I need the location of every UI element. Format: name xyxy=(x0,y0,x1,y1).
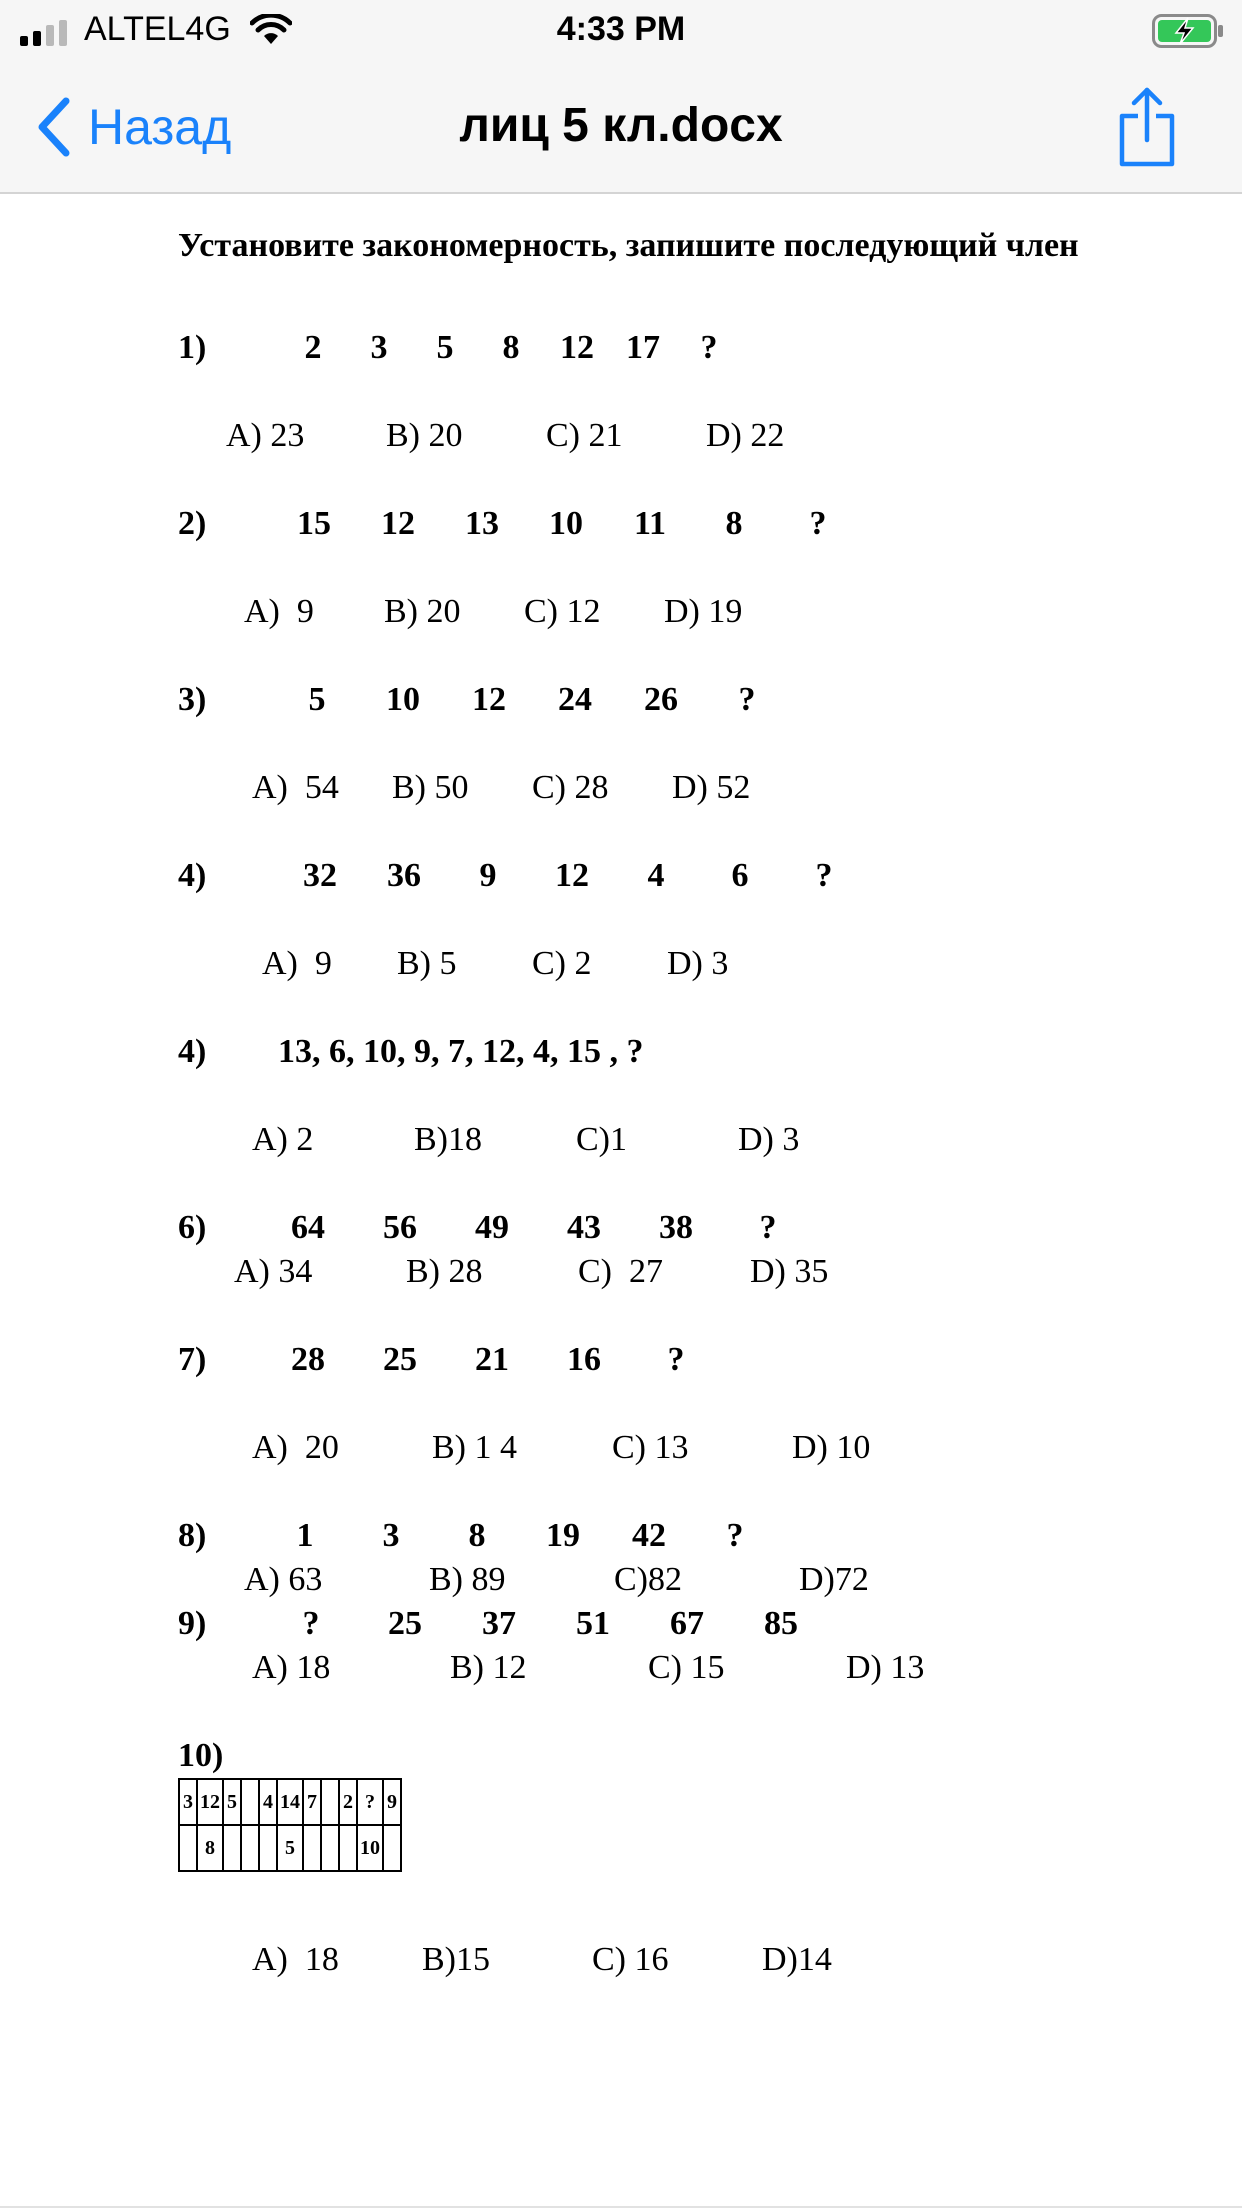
sequence-term: 15 xyxy=(297,505,331,542)
document-title: лиц 5 кл.docx xyxy=(459,99,783,152)
answer-option: C)1 xyxy=(576,1121,627,1158)
question-8 xyxy=(178,1514,1138,1602)
document-body xyxy=(178,224,1138,1982)
sequence-term: 9 xyxy=(479,857,497,894)
question-sequence xyxy=(178,1338,1138,1382)
question-sequence xyxy=(178,1734,1138,1778)
question-4 xyxy=(178,854,1138,1030)
answer-option: A) 2 xyxy=(252,1121,314,1158)
question-5 xyxy=(178,1030,1138,1206)
sequence-term: ? xyxy=(738,681,756,718)
share-icon[interactable] xyxy=(1116,86,1178,168)
answer-option: C) 27 xyxy=(578,1253,663,1290)
answer-options xyxy=(244,1558,1138,1602)
answer-option: B) 20 xyxy=(386,417,463,454)
clock: 4:33 PM xyxy=(556,10,686,48)
answer-option: B)15 xyxy=(422,1941,490,1978)
sequence-term: 10 xyxy=(386,681,420,718)
sequence-term: ? xyxy=(809,505,827,542)
sequence-term: 67 xyxy=(670,1605,704,1642)
answer-option: D) 3 xyxy=(667,945,729,982)
sequence-term: 24 xyxy=(558,681,592,718)
grid-cell: 12 xyxy=(197,1779,223,1825)
sequence-terms xyxy=(272,502,860,546)
sequence-term: 38 xyxy=(659,1209,693,1246)
grid-cell: 7 xyxy=(303,1779,321,1825)
answer-option: B) 5 xyxy=(397,945,457,982)
sequence-term: 1 xyxy=(296,1517,314,1554)
question-10 xyxy=(178,1734,1138,1982)
sequence-term: 42 xyxy=(632,1517,666,1554)
question-number: 2) xyxy=(178,505,207,542)
answer-option: C) 12 xyxy=(524,593,601,630)
back-button[interactable] xyxy=(34,92,231,162)
grid-cell: 5 xyxy=(223,1779,241,1825)
question-sequence xyxy=(178,1206,1138,1250)
question-sequence xyxy=(178,326,1138,370)
answer-options xyxy=(226,414,1138,458)
answer-options xyxy=(252,1426,1138,1470)
answer-options xyxy=(252,766,1138,810)
answer-option: A) 9 xyxy=(262,945,332,982)
grid-cell: 10 xyxy=(357,1825,383,1871)
sequence-term: 12 xyxy=(472,681,506,718)
question-number: 4) xyxy=(178,1033,207,1070)
answer-option: C) 16 xyxy=(592,1941,669,1978)
question-1 xyxy=(178,326,1138,502)
sequence-terms xyxy=(262,1206,814,1250)
answer-option: B) 89 xyxy=(429,1561,506,1598)
grid-cell: 2 xyxy=(339,1779,357,1825)
sequence-term: 25 xyxy=(383,1341,417,1378)
sequence-term: 32 xyxy=(303,857,337,894)
answer-option: A) 23 xyxy=(226,417,305,454)
task-heading: Установите закономерность, запишите последующий член xyxy=(178,227,1079,264)
answer-option: B) 50 xyxy=(392,769,469,806)
grid-cell xyxy=(321,1779,339,1825)
grid-cell: ? xyxy=(357,1779,383,1825)
answer-option: A) 34 xyxy=(234,1253,313,1290)
answer-option: D) 19 xyxy=(664,593,743,630)
sequence-term: 16 xyxy=(567,1341,601,1378)
grid-cell: 8 xyxy=(197,1825,223,1871)
sequence-term: 37 xyxy=(482,1605,516,1642)
question-sequence xyxy=(178,1030,1138,1074)
sequence-term: 19 xyxy=(546,1517,580,1554)
sequence-term: 49 xyxy=(475,1209,509,1246)
answer-option: A) 20 xyxy=(252,1429,339,1466)
sequence-term: ? xyxy=(815,857,833,894)
answer-option: A) 63 xyxy=(244,1561,323,1598)
answer-option: B) 20 xyxy=(384,593,461,630)
answer-option: B) 12 xyxy=(450,1649,527,1686)
sequence-term: ? xyxy=(667,1341,685,1378)
answer-options xyxy=(252,1938,1138,1982)
answer-options xyxy=(234,1250,1138,1294)
sequence-term: 26 xyxy=(644,681,678,718)
question-7 xyxy=(178,1338,1138,1514)
navigation-bar xyxy=(0,62,1242,194)
question-sequence xyxy=(178,854,1138,898)
sequence-term: 8 xyxy=(468,1517,486,1554)
question-number: 9) xyxy=(178,1605,207,1642)
grid-cell xyxy=(321,1825,339,1871)
sequence-terms xyxy=(274,678,790,722)
grid-cell: 3 xyxy=(179,1779,197,1825)
answer-option: D)14 xyxy=(762,1941,832,1978)
question-sequence xyxy=(178,678,1138,722)
grid-cell xyxy=(179,1825,197,1871)
sequence-terms xyxy=(280,326,742,370)
sequence-term: 6 xyxy=(731,857,749,894)
sequence-term: 8 xyxy=(502,329,520,366)
sequence-term: ? xyxy=(700,329,718,366)
sequence-term: 3 xyxy=(382,1517,400,1554)
question-9 xyxy=(178,1602,1138,1734)
carrier-name: ALTEL4G xyxy=(84,10,231,48)
answer-option: A) 18 xyxy=(252,1941,339,1978)
question-6 xyxy=(178,1206,1138,1338)
sequence-term: 21 xyxy=(475,1341,509,1378)
question-sequence xyxy=(178,502,1138,546)
sequence-term: 85 xyxy=(764,1605,798,1642)
grid-cell: 5 xyxy=(277,1825,303,1871)
grid-cell xyxy=(223,1825,241,1871)
answer-option: D)72 xyxy=(799,1561,869,1598)
answer-option: D) 35 xyxy=(750,1253,829,1290)
sequence-term: 56 xyxy=(383,1209,417,1246)
question-2 xyxy=(178,502,1138,678)
answer-option: C) 21 xyxy=(546,417,623,454)
question-sequence xyxy=(178,1602,1138,1646)
sequence-term: 3 xyxy=(370,329,388,366)
sequence-term: ? xyxy=(759,1209,777,1246)
sequence-term: ? xyxy=(302,1605,320,1642)
status-bar xyxy=(0,0,1242,62)
answer-option: D) 52 xyxy=(672,769,751,806)
sequence-term: 64 xyxy=(291,1209,325,1246)
question-number: 10) xyxy=(178,1737,224,1774)
question-list xyxy=(178,326,1138,1982)
answer-option: D) 3 xyxy=(738,1121,800,1158)
answer-option: D) 22 xyxy=(706,417,785,454)
grid-cell xyxy=(303,1825,321,1871)
grid-cell: 14 xyxy=(277,1779,303,1825)
sequence-term: 12 xyxy=(381,505,415,542)
sequence-term: 13 xyxy=(465,505,499,542)
chevron-left-icon xyxy=(34,97,74,157)
sequence-terms xyxy=(278,854,866,898)
back-button-label: Назад xyxy=(88,99,232,155)
sequence-term: 17 xyxy=(626,329,660,366)
sequence-term: 25 xyxy=(388,1605,422,1642)
grid-cell xyxy=(339,1825,357,1871)
sequence-term: 5 xyxy=(308,681,326,718)
answer-option: C) 28 xyxy=(532,769,609,806)
answer-options xyxy=(252,1646,1138,1690)
answer-option: C) 13 xyxy=(612,1429,689,1466)
answer-option: D) 13 xyxy=(846,1649,925,1686)
grid-cell xyxy=(259,1825,277,1871)
sequence-term: 4 xyxy=(647,857,665,894)
question-number: 1) xyxy=(178,329,207,366)
grid-top-row xyxy=(179,1779,401,1825)
sequence-term: 12 xyxy=(560,329,594,366)
sequence-term: 5 xyxy=(436,329,454,366)
sequence-term: 12 xyxy=(555,857,589,894)
answer-option: C) 15 xyxy=(648,1649,725,1686)
grid-bottom-row xyxy=(179,1825,401,1871)
answer-options xyxy=(252,1118,1138,1162)
question-3 xyxy=(178,678,1138,854)
grid-cell xyxy=(383,1825,401,1871)
answer-option: B) 1 4 xyxy=(432,1429,517,1466)
answer-option: B) 28 xyxy=(406,1253,483,1290)
answer-option: D) 10 xyxy=(792,1429,871,1466)
sequence-term: 8 xyxy=(725,505,743,542)
question-number: 7) xyxy=(178,1341,207,1378)
grid-cell: 9 xyxy=(383,1779,401,1825)
question-number: 4) xyxy=(178,857,207,894)
sequence-term: 43 xyxy=(567,1209,601,1246)
sequence-grid xyxy=(178,1778,402,1872)
answer-option: C)82 xyxy=(614,1561,682,1598)
answer-option: A) 9 xyxy=(244,593,314,630)
sequence-term: 36 xyxy=(387,857,421,894)
question-sequence xyxy=(178,1514,1138,1558)
sequence-term: 51 xyxy=(576,1605,610,1642)
sequence-terms xyxy=(262,1514,778,1558)
sequence-term: 11 xyxy=(633,505,667,542)
sequence-term: 28 xyxy=(291,1341,325,1378)
answer-options xyxy=(262,942,1138,986)
battery-charging-icon xyxy=(1152,14,1224,48)
sequence-terms xyxy=(262,1338,722,1382)
sequence-term: 2 xyxy=(304,329,322,366)
answer-option: C) 2 xyxy=(532,945,592,982)
answer-options xyxy=(244,590,1138,634)
sequence-text: 13, 6, 10, 9, 7, 12, 4, 15 , ? xyxy=(278,1033,644,1070)
answer-option: A) 54 xyxy=(252,769,339,806)
sequence-terms xyxy=(264,1602,828,1646)
grid-cell xyxy=(241,1779,259,1825)
grid-cell: 4 xyxy=(259,1779,277,1825)
sequence-term: 10 xyxy=(549,505,583,542)
question-number: 3) xyxy=(178,681,207,718)
answer-option: A) 18 xyxy=(252,1649,331,1686)
question-number: 6) xyxy=(178,1209,207,1246)
grid-cell xyxy=(241,1825,259,1871)
question-number: 8) xyxy=(178,1517,207,1554)
answer-option: B)18 xyxy=(414,1121,482,1158)
sequence-term: ? xyxy=(726,1517,744,1554)
